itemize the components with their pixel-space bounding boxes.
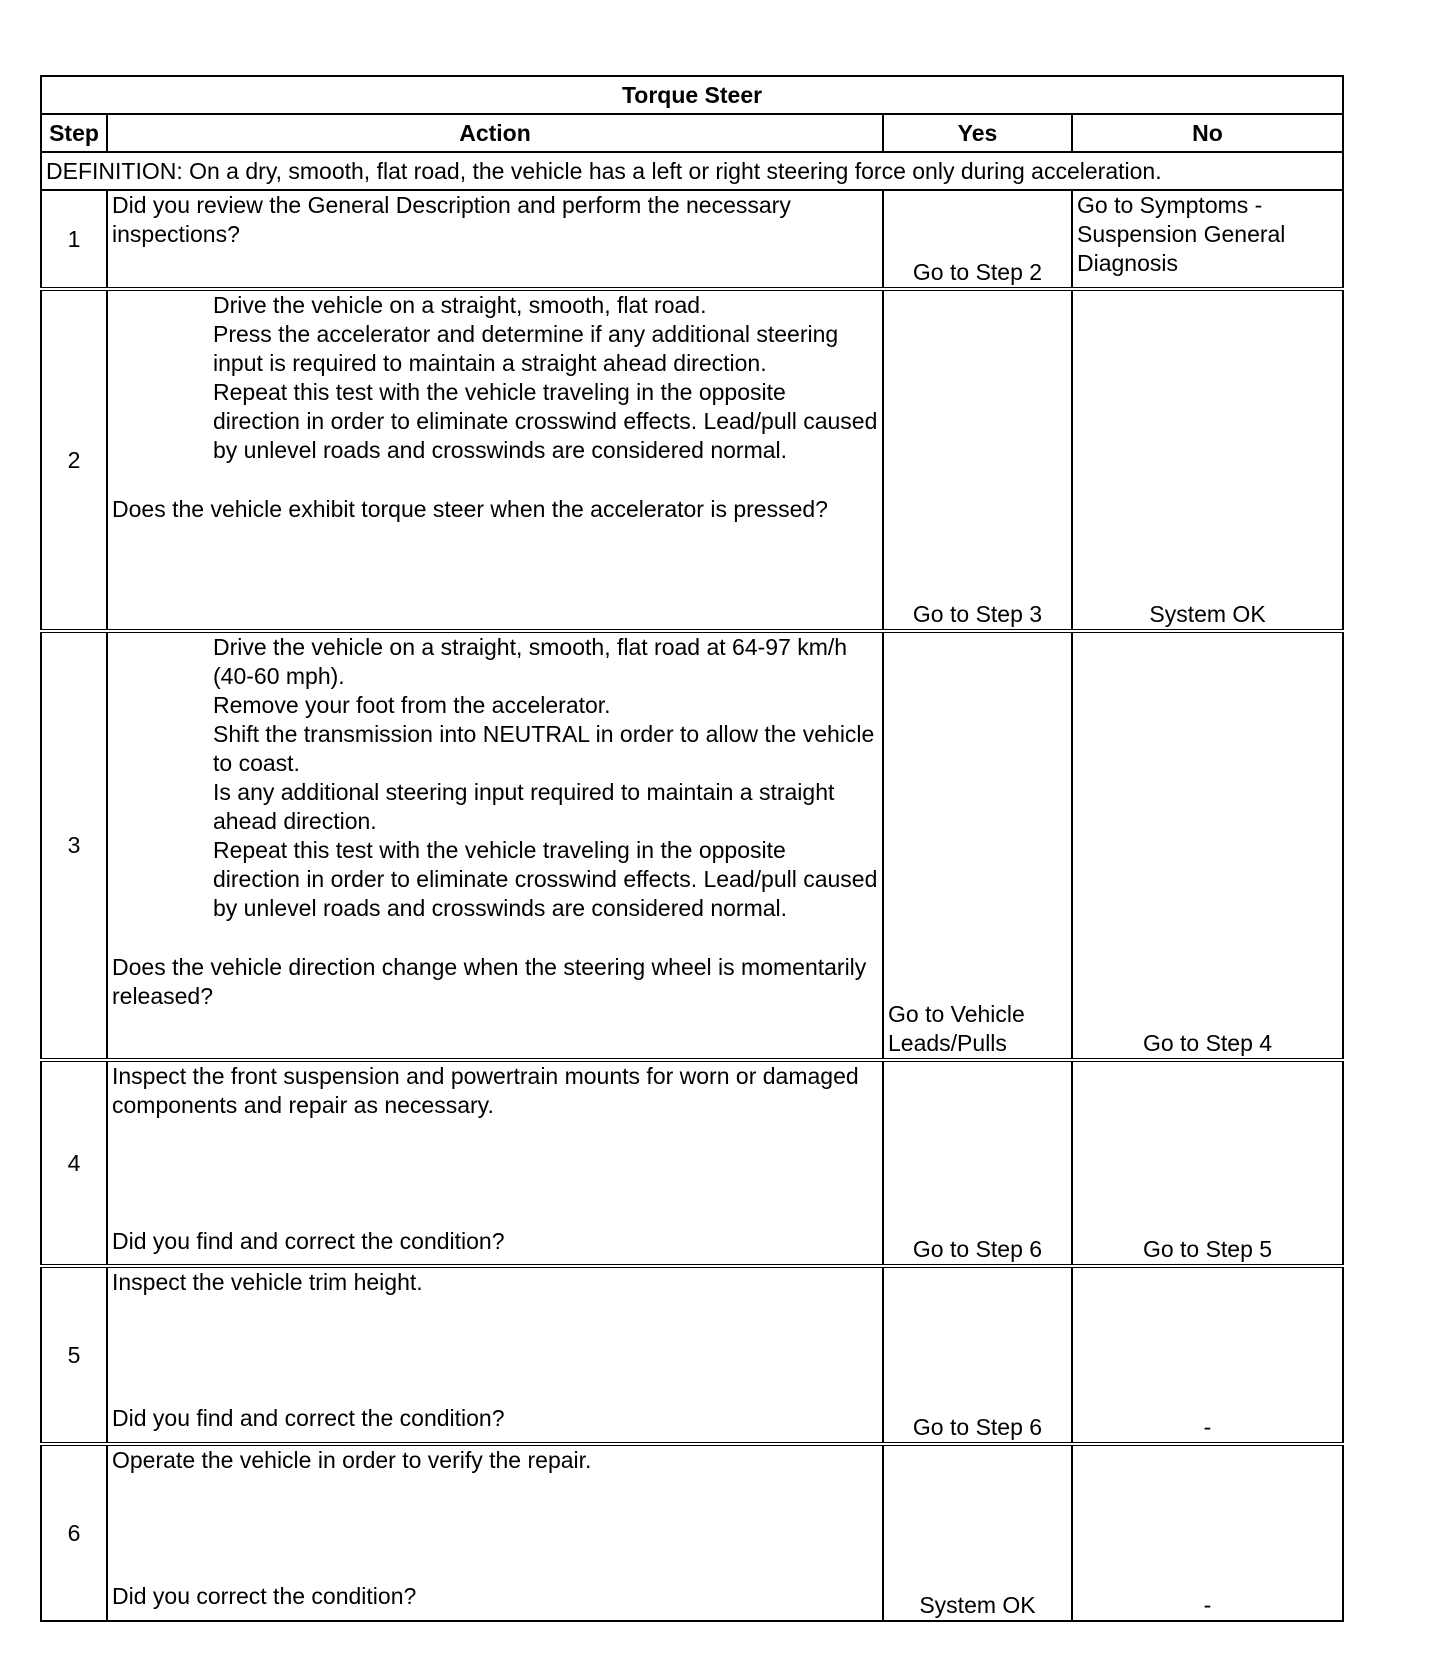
table-title: Torque Steer [41,76,1343,114]
substep-item: Is any additional steering input required to maintain a straight ahead direction. [213,779,835,834]
question-text: Does the vehicle direction change when the steering wheel is momentarily released? [112,954,867,1009]
step-number: 2 [41,289,107,631]
step-number: 6 [41,1444,107,1621]
definition-text: DEFINITION: On a dry, smooth, flat road, the vehicle has a left or right steering force only during acceleration. [41,152,1343,190]
substep-item: Remove your foot from the accelerator. [213,692,611,718]
substep-item: Drive the vehicle on a straight, smooth, flat road at 64-97 km/h (40-60 mph). [213,634,848,689]
no-cell: - [1072,1444,1343,1621]
table-row [41,1266,1343,1444]
step-number: 5 [41,1266,107,1444]
column-header-no: No [1072,114,1343,152]
substep-list [112,633,878,923]
action-cell [107,1266,883,1444]
action-cell [107,631,883,1060]
table-row [41,631,1343,1060]
step-number: 1 [41,190,107,289]
question-text: Did you find and correct the condition? [112,1228,505,1254]
yes-cell: Go to Step 3 [883,289,1072,631]
column-header-yes: Yes [883,114,1072,152]
no-cell: - [1072,1266,1343,1444]
action-cell [107,1444,883,1621]
table-row [41,289,1343,631]
no-cell: Go to Step 5 [1072,1060,1343,1266]
action-cell [107,1060,883,1266]
question-text: Did you review the General Description and perform the necessary inspections? [112,192,791,247]
yes-cell: System OK [883,1444,1072,1621]
instruction-text: Operate the vehicle in order to verify the repair. [112,1447,592,1473]
no-cell: System OK [1072,289,1343,631]
substep-item: Repeat this test with the vehicle traveling in the opposite direction in order to eliminate crosswind effects. Lead/pull caused by unlevel roads and crosswinds are considered normal. [213,379,878,463]
diagnostic-table [40,75,1344,1622]
question-text: Did you correct the condition? [112,1583,417,1609]
table-row [41,1444,1343,1621]
question-text: Did you find and correct the condition? [112,1405,505,1431]
action-cell [107,190,883,289]
question-text: Does the vehicle exhibit torque steer when the accelerator is pressed? [112,496,828,522]
table-row [41,1060,1343,1266]
instruction-text: Inspect the front suspension and powertrain mounts for worn or damaged components and repair as necessary. [112,1063,859,1118]
yes-cell: Go to Step 2 [883,190,1072,289]
substep-item: Drive the vehicle on a straight, smooth, flat road. [213,292,707,318]
no-cell: Go to Step 4 [1072,631,1343,1060]
action-cell [107,289,883,631]
column-header-action: Action [107,114,883,152]
substep-list [112,291,878,465]
substep-item: Shift the transmission into NEUTRAL in order to allow the vehicle to coast. [213,721,875,776]
yes-cell: Go to Vehicle Leads/Pulls [883,631,1072,1060]
yes-cell: Go to Step 6 [883,1060,1072,1266]
yes-cell: Go to Step 6 [883,1266,1072,1444]
column-header-step: Step [41,114,107,152]
substep-item: Repeat this test with the vehicle traveling in the opposite direction in order to eliminate crosswind effects. Lead/pull caused by unlevel roads and crosswinds are considered normal. [213,837,878,921]
no-cell: Go to Symptoms - Suspension General Diagnosis [1072,190,1343,289]
step-number: 3 [41,631,107,1060]
table-row [41,190,1343,289]
substep-item: Press the accelerator and determine if any additional steering input is required to maintain a straight ahead direction. [213,321,839,376]
step-number: 4 [41,1060,107,1266]
instruction-text: Inspect the vehicle trim height. [112,1269,423,1295]
